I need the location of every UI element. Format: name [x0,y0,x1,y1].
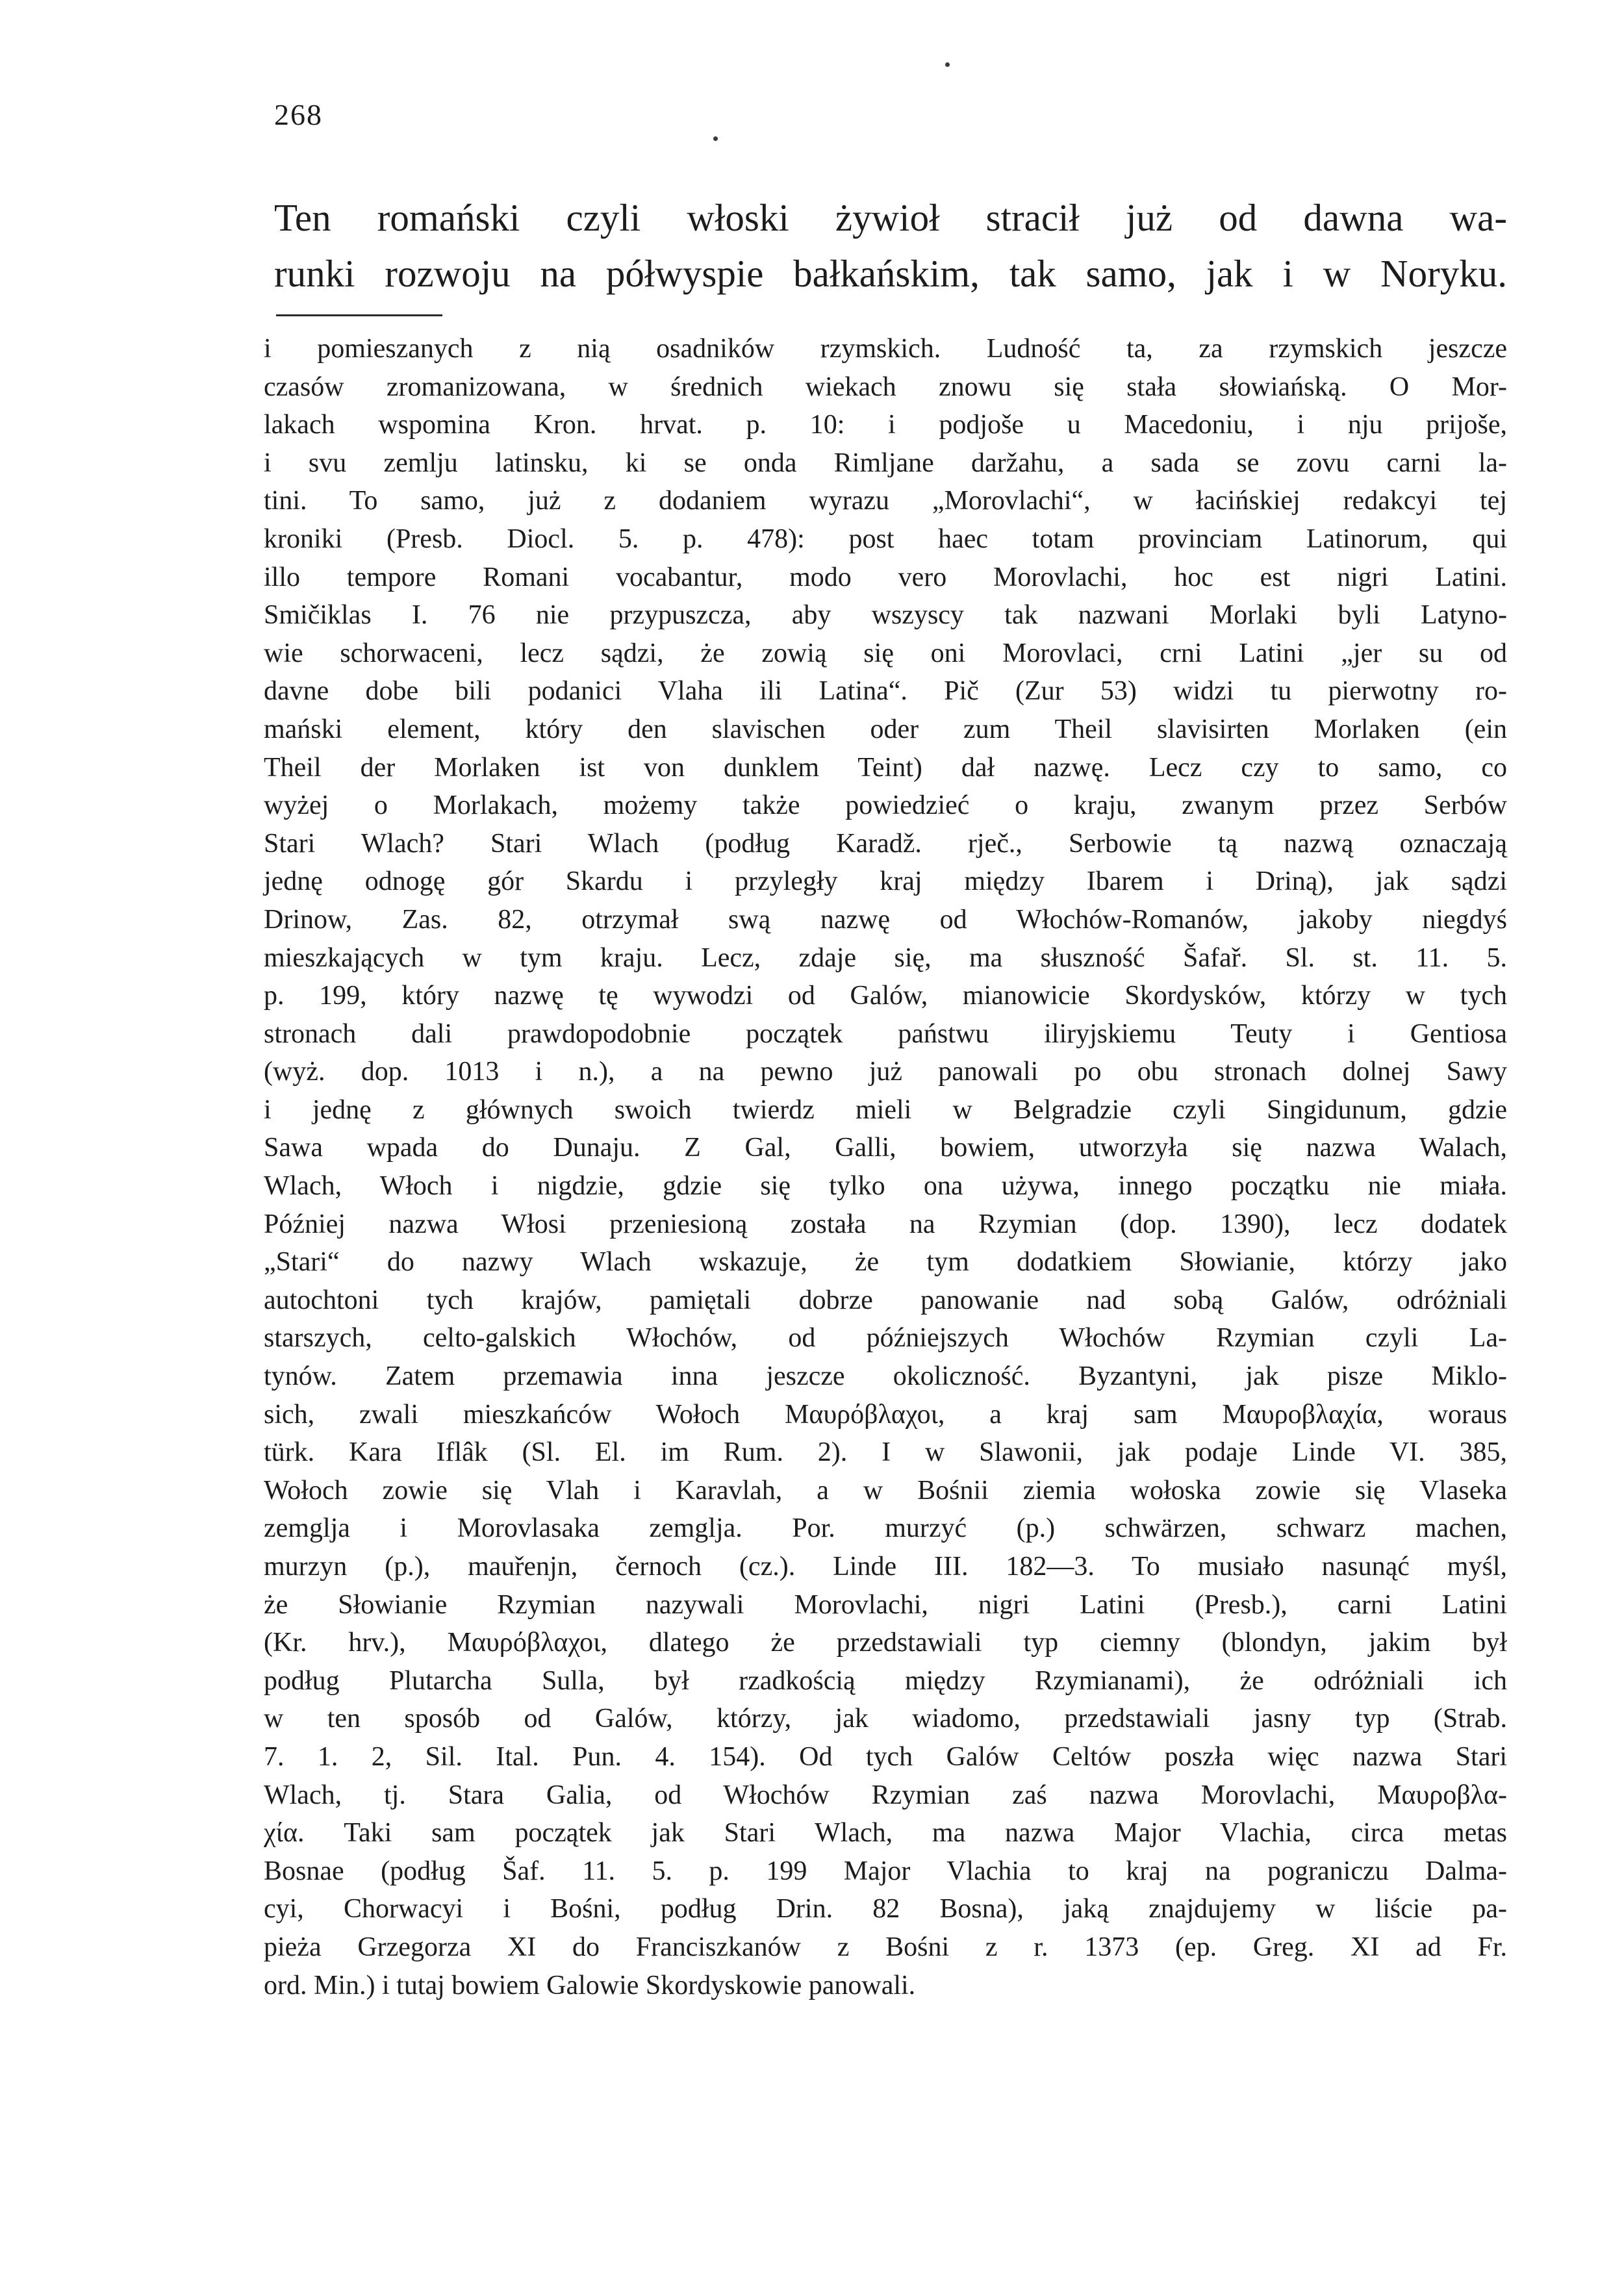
footnote-line: czasów zromanizowana, w średnich wiekach znowu się stała słowiańską. O Mor- [264,372,1507,402]
footnote-line: kroniki (Presb. Diocl. 5. p. 478): post haec totam provinciam Latinorum, qui [264,524,1507,554]
footnote-line: illo tempore Romani vocabantur, modo vero Morovlachi, hoc est nigri Latini. [264,562,1507,592]
footnote-line: ord. Min.) i tutaj bowiem Galowie Skordyskowie panowali. [264,1970,916,2000]
footnote-line: „Stari“ do nazwy Wlach wskazuje, że tym dodatkiem Słowianie, którzy jako [264,1247,1507,1278]
footnote-line: davne dobe bili podanici Vlaha ili Latina“. Pič (Zur 53) widzi tu pierwotny ro- [264,676,1507,707]
footnote-line: mieszkających w tym kraju. Lecz, zdaje się, ma słuszność Šafař. Sl. st. 11. 5. [264,942,1507,973]
footnote-line: Sawa wpada do Dunaju. Z Gal, Galli, bowiem, utworzyła się nazwa Walach, [264,1133,1507,1163]
footnote-line: jednę odnogę gór Skardu i przyległy kraj między Ibarem i Driną), jak sądzi [264,866,1507,897]
footnote-line: Bosnae (podług Šaf. 11. 5. p. 199 Major Vlachia to kraj na pograniczu Dalma- [264,1856,1507,1886]
footnote-line: mański element, który den slavischen oder zum Theil slavisirten Morlaken (ein [264,714,1507,744]
footnote-line: i pomieszanych z nią osadników rzymskich. Ludność ta, za rzymskich jeszcze [264,334,1507,364]
main-text-line: runki rozwoju na półwyspie bałkańskim, tak samo, jak i w Noryku. [274,252,1507,295]
footnote-line: pieża Grzegorza XI do Franciszkanów z Bośni z r. 1373 (ep. Greg. XI ad Fr. [264,1932,1507,1962]
footnote-line: p. 199, który nazwę tę wywodzi od Galów, mianowicie Skordysków, którzy w tych [264,981,1507,1011]
footnote-line: Wlach, Włoch i nigdzie, gdzie się tylko ona używa, innego początku nie miała. [264,1171,1507,1202]
footnote-line: tini. To samo, już z dodaniem wyrazu „Morovlachi“, w łacińskiej redakcyi tej [264,486,1507,516]
footnote-line: wyżej o Morlakach, możemy także powiedzieć o kraju, zwanym przez Serbów [264,790,1507,821]
footnote-rule [276,314,442,316]
footnote-line: starszych, celto-galskich Włochów, od późniejszych Włochów Rzymian czyli La- [264,1323,1507,1354]
footnote-line: Smičiklas I. 76 nie przypuszcza, aby wszyscy tak nazwani Morlaki byli Latyno- [264,600,1507,631]
footnote-line: i svu zemlju latinsku, ki se onda Rimljane daržahu, a sada se zovu carni la- [264,448,1507,478]
footnote-line: w ten sposób od Galów, którzy, jak wiadomo, przedstawiali jasny typ (Strab. [264,1704,1507,1734]
footnote-line: cyi, Chorwacyi i Bośni, podług Drin. 82 Bosna), jaką znajdujemy w liście pa- [264,1894,1507,1924]
footnote-line: türk. Kara Iflâk (Sl. El. im Rum. 2). I w Slawonii, jak podaje Linde VI. 385, [264,1437,1507,1468]
footnote-line: lakach wspomina Kron. hrvat. p. 10: i podjoše u Macedoniu, i nju prijoše, [264,410,1507,440]
main-text [274,190,1507,301]
footnote-line: podług Plutarcha Sulla, był rzadkością między Rzymianami), że odróżniali ich [264,1665,1507,1696]
footnote-line: Stari Wlach? Stari Wlach (podług Karadž. rječ., Serbowie tą nazwą oznaczają [264,828,1507,859]
footnote-line: stronach dali prawdopodobnie początek państwu iliryjskiemu Teuty i Gentiosa [264,1018,1507,1049]
footnote-line: (wyż. dop. 1013 i n.), a na pewno już panowali po obu stronach dolnej Sawy [264,1057,1507,1087]
footnote-line: sich, zwali mieszkańców Wołoch Μαυρόβλαχοι, a kraj sam Μαυροβλαχία, woraus [264,1399,1507,1430]
footnote-line: Theil der Morlaken ist von dunklem Teint) dał nazwę. Lecz czy to samo, co [264,752,1507,783]
footnote-line: Drinow, Zas. 82, otrzymał swą nazwę od Włochów-Romanów, jakoby niegdyś [264,904,1507,935]
footnote-line: wie schorwaceni, lecz sądzi, że zowią się oni Morovlaci, crni Latini „jer su od [264,638,1507,668]
footnote-line: (Kr. hrv.), Μαυρόβλαχοι, dlatego że przedstawiali typ ciemny (blondyn, jakim był [264,1628,1507,1658]
footnote-line: i jednę z głównych swoich twierdz mieli w Belgradzie czyli Singidunum, gdzie [264,1094,1507,1125]
footnote [264,330,1507,2004]
footnote-line: tynów. Zatem przemawia inna jeszcze okoliczność. Byzantyni, jak pisze Miklo- [264,1361,1507,1392]
footnote-line: χία. Taki sam początek jak Stari Wlach, ma nazwa Major Vlachia, circa metas [264,1818,1507,1848]
footnote-line: murzyn (p.), mauřenjn, černoch (cz.). Linde III. 182—3. To musiało nasunąć myśl, [264,1552,1507,1582]
speck [945,62,950,67]
footnote-line: Wlach, tj. Stara Galia, od Włochów Rzymian zaś nazwa Morovlachi, Μαυροβλα- [264,1780,1507,1810]
footnote-line: Wołoch zowie się Vlah i Karavlah, a w Bośnii ziemia wołoska zowie się Vlaseka [264,1475,1507,1506]
footnote-line: Później nazwa Włosi przeniesioną została na Rzymian (dop. 1390), lecz dodatek [264,1209,1507,1239]
speck [713,136,718,141]
page-number: 268 [274,98,323,131]
main-text-line: Ten romański czyli włoski żywioł stracił już od dawna wa- [274,196,1507,239]
footnote-line: 7. 1. 2, Sil. Ital. Pun. 4. 154). Od tych Galów Celtów poszła więc nazwa Stari [264,1741,1507,1772]
footnote-line: że Słowianie Rzymian nazywali Morovlachi, nigri Latini (Presb.), carni Latini [264,1589,1507,1620]
footnote-line: autochtoni tych krajów, pamiętali dobrze panowanie nad sobą Galów, odróżniali [264,1285,1507,1315]
footnote-line: zemglja i Morovlasaka zemglja. Por. murzyć (p.) schwärzen, schwarz machen, [264,1513,1507,1544]
